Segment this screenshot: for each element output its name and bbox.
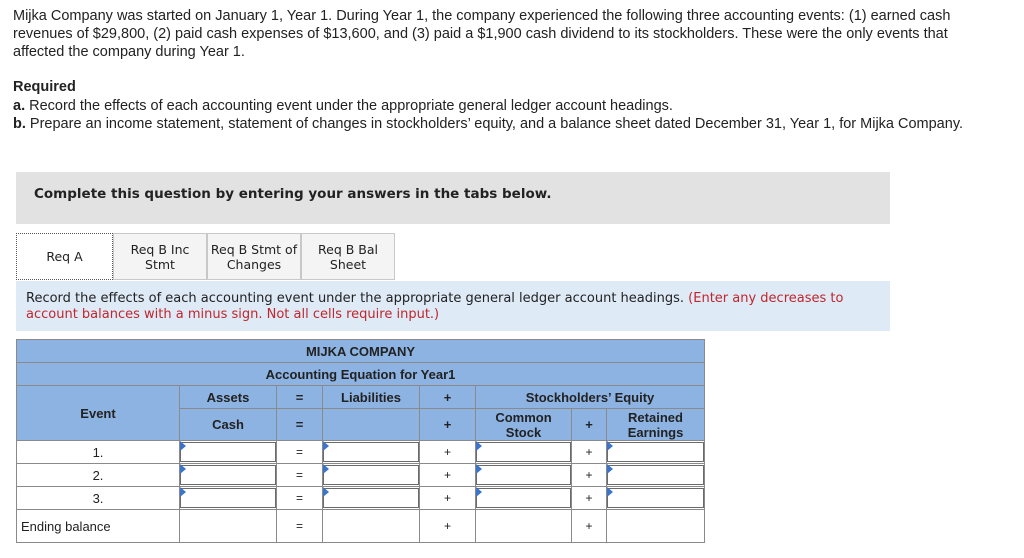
table-row [17, 487, 705, 510]
plus-sign: + [572, 464, 607, 487]
input-flag-icon [607, 487, 613, 497]
equals-sign: = [277, 441, 323, 464]
input-flag-icon [323, 464, 329, 474]
requirement-b [13, 115, 1003, 133]
input-flag-icon [323, 487, 329, 497]
input-flag-icon [180, 487, 186, 497]
event-header: Event [17, 386, 180, 441]
instruction-main: Record the effects of each accounting event under the appropriate general ledger account headings. [26, 291, 685, 306]
table-subtitle: Accounting Equation for Year1 [17, 363, 705, 386]
plus-sign: + [420, 464, 476, 487]
tab-req-b-bal-sheet-label: Req B Bal Sheet [318, 241, 378, 272]
input-flag-icon [476, 441, 482, 451]
event-label: 3. [17, 487, 180, 510]
input-flag-icon [607, 464, 613, 474]
plus-sign: + [572, 510, 607, 543]
retained-earnings-cell [607, 487, 705, 510]
cash-input[interactable] [180, 465, 276, 485]
ending-balance-row [17, 510, 705, 543]
requirement-b-text: Prepare an income statement, statement of changes in stockholders’ equity, and a balance sheet dated December 31, Year 1, for Mijka Company. [25, 116, 964, 132]
tab-req-b-stmt-changes[interactable] [207, 233, 301, 280]
common-stock-input[interactable] [476, 465, 571, 485]
liabilities-cell [323, 487, 420, 510]
input-flag-icon [180, 464, 186, 474]
retained-earnings-input[interactable] [607, 442, 704, 462]
equals-sign: = [277, 464, 323, 487]
retained-earnings-total [607, 510, 704, 542]
problem-statement: Mijka Company was started on January 1, Year 1. During Year 1, the company experienced the following three accounting events: (1) earned cash revenues of $29,800, (2) paid cash expenses of $13,600, and (3) paid a $1,900 cash dividend to its stockholders. These were the only events that affected the company during Year 1. [13, 8, 951, 60]
plus-sign: + [572, 409, 607, 441]
retained-earnings-input[interactable] [607, 488, 704, 508]
retained-earnings-total-cell [607, 510, 705, 543]
equals-sign: = [277, 487, 323, 510]
requirement-a-prefix: a. [13, 98, 26, 114]
input-flag-icon [180, 441, 186, 451]
table-row [17, 464, 705, 487]
liabilities-total [323, 510, 419, 542]
plus-sign: + [420, 441, 476, 464]
liabilities-subheader [323, 409, 420, 441]
common-stock-input[interactable] [476, 488, 571, 508]
common-stock-total [476, 510, 571, 542]
common-stock-total-cell [476, 510, 572, 543]
liabilities-header: Liabilities [323, 386, 420, 409]
common-stock-header [476, 409, 572, 441]
stockholders-equity-header: Stockholders’ Equity [476, 386, 705, 409]
requirement-a [13, 97, 1003, 115]
cash-input[interactable] [180, 488, 276, 508]
equals-sign: = [277, 409, 323, 441]
plus-sign: + [420, 487, 476, 510]
required-heading: Required [13, 79, 76, 95]
event-label: 1. [17, 441, 180, 464]
liabilities-total-cell [323, 510, 420, 543]
liabilities-input[interactable] [323, 488, 419, 508]
plus-sign: + [420, 386, 476, 409]
tab-req-b-inc-stmt-label: Req B Inc Stmt [130, 241, 190, 272]
table-row [17, 441, 705, 464]
plus-sign: + [572, 441, 607, 464]
common-stock-cell [476, 487, 572, 510]
plus-sign: + [420, 510, 476, 543]
input-flag-icon [323, 441, 329, 451]
cash-cell [180, 464, 277, 487]
plus-sign: + [572, 487, 607, 510]
tab-req-a-label: Req A [46, 249, 83, 264]
requirement-b-prefix: b. [13, 116, 26, 132]
tab-req-b-bal-sheet[interactable] [301, 233, 395, 280]
plus-sign: + [420, 409, 476, 441]
retained-earnings-cell [607, 441, 705, 464]
tab-instruction [16, 281, 890, 331]
common-stock-cell [476, 464, 572, 487]
instructions-banner [16, 172, 890, 224]
banner-text: Complete this question by entering your answers in the tabs below. [34, 186, 552, 202]
common-stock-input[interactable] [476, 442, 571, 462]
liabilities-input[interactable] [323, 442, 419, 462]
cash-input[interactable] [180, 442, 276, 462]
input-flag-icon [607, 441, 613, 451]
retained-earnings-header [607, 409, 705, 441]
retained-earnings-input[interactable] [607, 465, 704, 485]
liabilities-cell [323, 441, 420, 464]
instruction-note: (Enter any decreases to account balances with a minus sign. Not all cells require input.) [26, 291, 844, 322]
retained-earnings-cell [607, 464, 705, 487]
cash-total-cell [180, 510, 277, 543]
liabilities-cell [323, 464, 420, 487]
input-flag-icon [476, 464, 482, 474]
cash-cell [180, 487, 277, 510]
equals-sign: = [277, 386, 323, 409]
retained-earnings-label: Retained Earnings [627, 409, 684, 440]
tab-req-b-inc-stmt[interactable] [113, 233, 207, 280]
common-stock-label: Common Stock [495, 409, 552, 440]
ending-balance-label: Ending balance [17, 510, 180, 543]
input-flag-icon [476, 487, 482, 497]
accounting-equation-table [16, 339, 705, 543]
event-label: 2. [17, 464, 180, 487]
equals-sign: = [277, 510, 323, 543]
tab-req-b-stmt-changes-label: Req B Stmt of Changes [210, 241, 298, 272]
requirement-a-text: Record the effects of each accounting event under the appropriate general ledger account headings. [25, 98, 673, 114]
tab-req-a[interactable] [16, 233, 113, 280]
assets-header: Assets [180, 386, 277, 409]
cash-header: Cash [180, 409, 277, 441]
cash-cell [180, 441, 277, 464]
common-stock-cell [476, 441, 572, 464]
liabilities-input[interactable] [323, 465, 419, 485]
company-name: MIJKA COMPANY [17, 340, 705, 363]
cash-total [180, 510, 276, 542]
